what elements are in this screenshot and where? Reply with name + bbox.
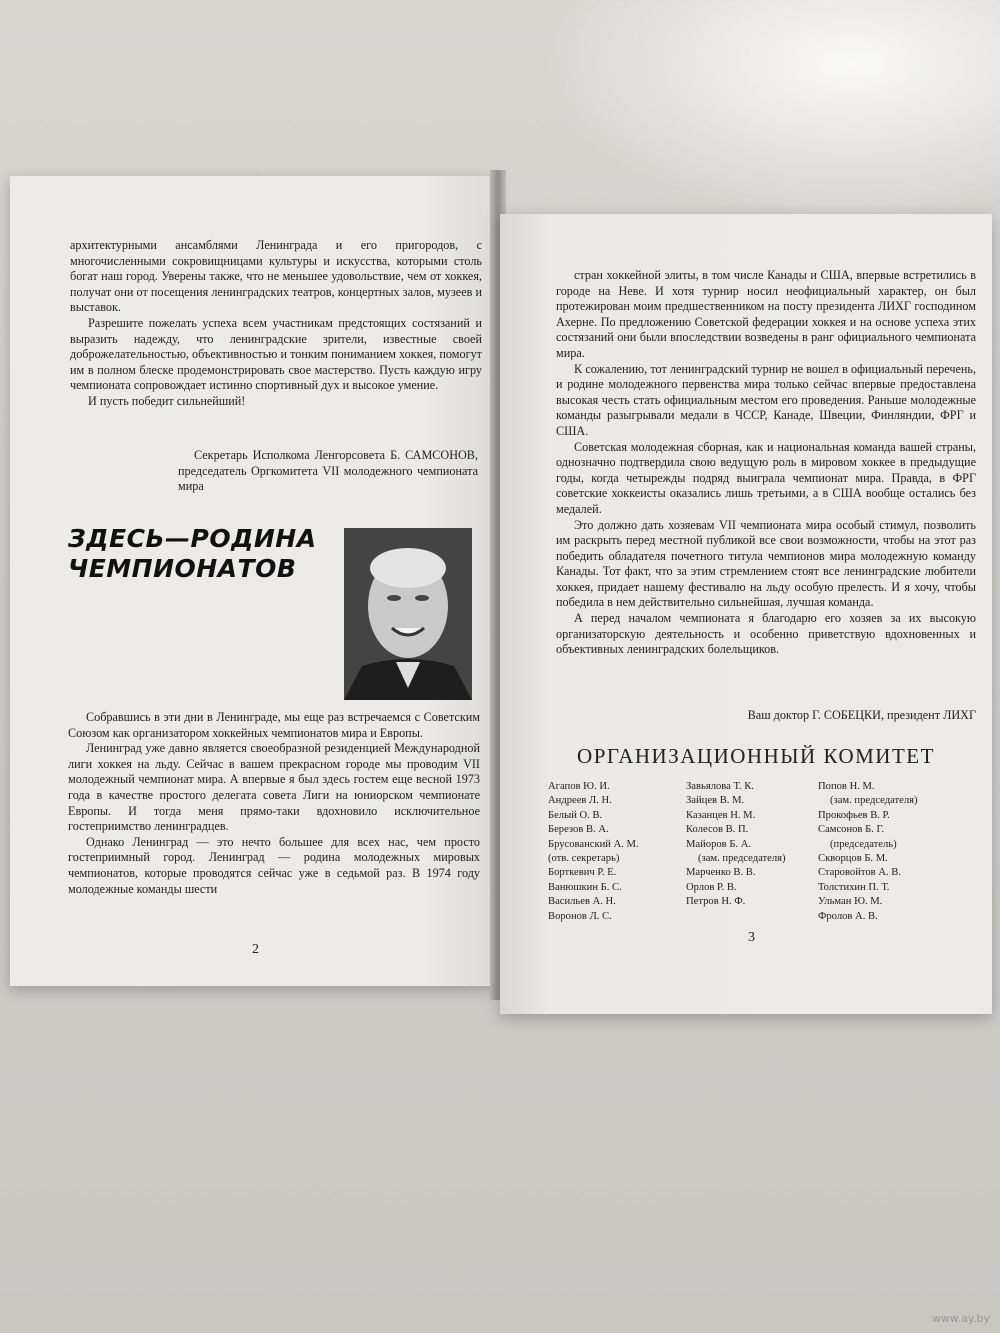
list-item: Майоров Б. А. — [686, 838, 752, 850]
left-bottom-text — [68, 710, 480, 897]
list-item: Толстихин П. Т. — [818, 881, 890, 893]
list-item: Скворцов Б. М. — [818, 853, 888, 865]
open-booklet — [4, 170, 994, 1015]
list-item: Васильев А. Н. — [548, 896, 616, 908]
list-item-note: (отв. секретарь) — [548, 853, 620, 865]
headline-line-1: ЗДЕСЬ—РОДИНА — [68, 524, 317, 553]
paragraph: Советская молодежная сборная, как и национальная команда вашей страны, однозначно подтвердила свою ведущую роль в мировом хоккее в предыдущие годы, когда четырежды подряд выиграла чемпионат мира. Правда, в ФРГ советские хоккеисты оказались лишь третьими, а в США вообще остались без медалей. — [556, 439, 976, 516]
list-item-note: (председатель) — [830, 838, 897, 850]
list-item: Самсонов Б. Г. — [818, 824, 885, 836]
paragraph: Собравшись в эти дни в Ленинграде, мы еще раз встречаемся с Советским Союзом как организатором хоккейных чемпионатов мира и Европы. — [68, 710, 480, 740]
page-number-right: 3 — [748, 930, 755, 945]
list-item: Петров Н. Ф. — [686, 896, 746, 908]
list-item: Агапов Ю. И. — [548, 781, 610, 792]
list-item: Фролов А. В. — [818, 910, 878, 922]
left-top-text — [70, 238, 482, 410]
watermark: www.ay.by — [931, 1312, 990, 1325]
signature-sobecki: Ваш доктор Г. СОБЕЦКИ, президент ЛИХГ — [747, 708, 976, 722]
list-item: Зайцев В. М. — [686, 795, 745, 807]
list-item: Прокофьев В. Р. — [818, 809, 890, 821]
list-item: Завьялова Т. К. — [686, 781, 754, 792]
list-item: Андреев Л. Н. — [548, 795, 612, 807]
right-text — [556, 268, 976, 658]
list-item: Казанцев Н. М. — [686, 809, 756, 821]
portrait-photo — [344, 528, 472, 700]
committee-title: ОРГАНИЗАЦИОННЫЙ КОМИТЕТ — [577, 744, 935, 768]
paragraph: К сожалению, тот ленинградский турнир не вошел в официальный перечень, и родине молодежного первенства мира только сейчас впервые предоставлена высокая честь стать официальным местом его проведения. Раньше молодежные команды разыгрывали медали в ЧССР, Канаде, Швеции, Финляндии, ФРГ и США. — [556, 361, 976, 438]
signature-samsonov: Секретарь Исполкома Ленгорсовета Б. САМСОНОВ, председатель Оргкомитета VII молодежного чемпионата мира — [178, 448, 478, 494]
list-item: Попов Н. М. — [818, 781, 875, 792]
list-item: Колесов В. П. — [686, 824, 749, 836]
headline — [68, 524, 328, 584]
paragraph: Это должно дать хозяевам VII чемпионата мира особый стимул, позволить им раскрыть перед местной публикой все свои возможности, чтобы на этот раз победить обладателя почетного титула чемпионов мира молодежную команду Канады. Тот факт, что за этим стремлением стоят все ленинградские любители хоккея, придает нашему фестивалю на льду особую прелесть. И я хочу, чтобы победила в нем действительно сильнейшая, лучшая команда. — [556, 517, 976, 610]
list-item: Борткевич Р. Е. — [548, 867, 617, 879]
paragraph: Разрешите пожелать успеха всем участникам предстоящих состязаний и выразить надежду, что ленинградские зрители, известные своей доброжелательностью, объективностью и тонким пониманием хоккея, помогут им в полном блеске продемонстрировать свое мастерство. Пусть каждую игру чемпионата сопровождает истинно спортивный дух и высокое умение. — [70, 315, 482, 393]
committee-column-2 — [686, 780, 818, 924]
portrait-image — [344, 528, 472, 700]
paragraph: Ленинград уже давно является своеобразной резиденцией Международной лиги хоккея на льду. Сейчас в вашем прекрасном городе мы проводим VII молодежный чемпионат мира. А впервые я был здесь гостем еще весной 1973 года в качестве простого делегата совета Лиги на юниорском чемпионате Европы. И тогда меня прямо-таки вдохновило исключительное гостеприимство ленинградцев. — [68, 741, 480, 834]
list-item: Марченко В. В. — [686, 867, 756, 879]
paragraph: Однако Ленинград — это нечто большее для всех нас, чем просто гостеприимный город. Ленинград — родина молодежных мировых чемпионатов, которые проводятся сейчас уже в седьмой раз. В 1974 году молодежные команды шести — [68, 834, 480, 896]
headline-line-2: ЧЕМПИОНАТОВ — [68, 554, 297, 583]
committee-column-3 — [818, 780, 968, 924]
paragraph: И пусть победит сильнейший! — [88, 393, 246, 408]
list-item-note: (зам. председателя) — [830, 795, 918, 807]
list-item: Воронов Л. С. — [548, 910, 612, 922]
list-item: Орлов Р. В. — [686, 881, 737, 893]
list-item: Белый О. В. — [548, 809, 603, 821]
page-number-left: 2 — [252, 942, 259, 957]
paragraph: архитектурными ансамблями Ленинграда и его пригородов, с многочисленными сокровищницами культуры и искусства, которыми столь богат наш город. Уверены также, что не меньшее удовольствие, чем от хоккея, получат они от посещения ленинградских театров, концертных залов, музеев и выставок. — [70, 238, 482, 315]
committee-list — [548, 780, 978, 924]
left-page — [10, 176, 496, 986]
list-item: Старовойтов А. В. — [818, 867, 901, 879]
list-item-note: (зам. председателя) — [698, 853, 786, 865]
committee-column-1 — [548, 780, 686, 924]
paragraph: А перед началом чемпионата я благодарю его хозяев за их высокую организаторскую деятельность и особенно приветствую вдохновенных и объективных ленинградских болельщиков. — [556, 611, 976, 657]
list-item: Ванюшкин Б. С. — [548, 881, 622, 893]
right-page — [500, 214, 992, 1014]
list-item: Брусованский А. М. — [548, 838, 639, 850]
list-item: Березов В. А. — [548, 824, 609, 836]
paragraph: стран хоккейной элиты, в том числе Канады и США, впервые встретились в городе на Неве. И хотя турнир носил неофициальный характер, он был протежирован моим предшественником на посту президента ЛИХГ господином Ахерне. По предложению Советской федерации хоккея и на основе успеха этих состязаний они были впоследствии возведены в ранг официального чемпионата мира. — [556, 268, 976, 360]
list-item: Ульман Ю. М. — [818, 896, 883, 908]
